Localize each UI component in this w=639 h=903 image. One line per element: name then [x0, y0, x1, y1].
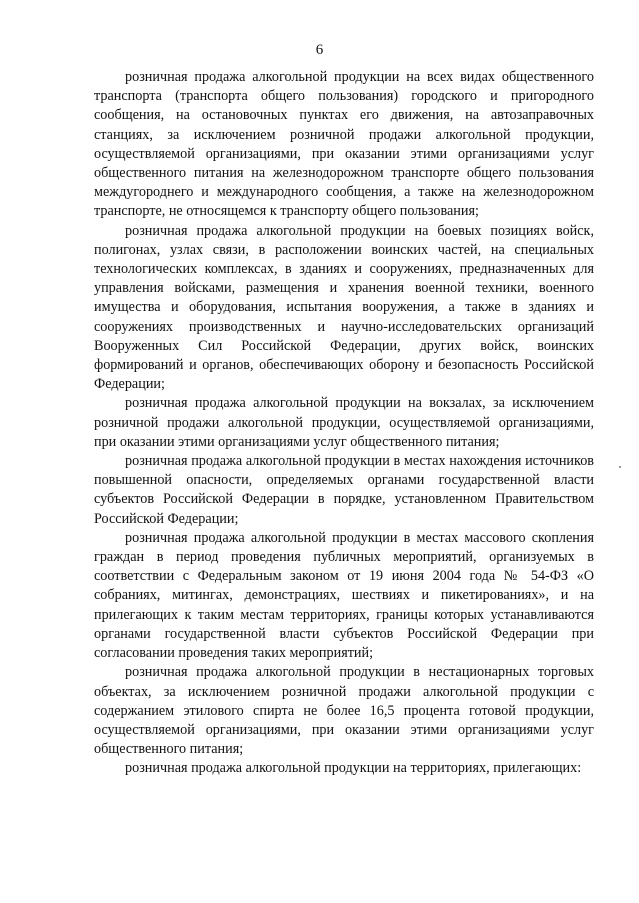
paragraph-public-events: розничная продажа алкогольной продукции в местах массового скопления граждан в период проведения публичных мероприятий, организуемых в соответствии с Федеральным законом от 19 июня 2004 года № 54-ФЗ «О собраниях, митингах, демонстрациях, шествиях и пикетированиях», и на прилегающих к таким местам территориях, границы которых устанавливаются органами государственной власти субъектов Российской Федерации при согласовании проведения таких мероприятий; [94, 529, 594, 662]
paragraph-military: розничная продажа алкогольной продукции на боевых позициях войск, полигонах, узлах связи, в расположении воинских частей, на специальных технологических комплексах, в зданиях и сооружениях, предназначенных для управления войсками, размещения и хранения военной техники, военного имущества и оборудования, испытания вооружения, а также в зданиях и сооружениях производственных и научно-исследовательских организаций Вооруженных Сил Российской Федерации, других войск, воинских формирований и органов, обеспечивающих оборону и безопасность Российской Федерации; [94, 222, 594, 393]
document-body [94, 68, 594, 779]
page-number: 6 [315, 42, 324, 58]
paragraph-stations: розничная продажа алкогольной продукции на вокзалах, за исключением розничной продажи алкогольной продукции, осуществляемой организациями, при оказании этими организациями услуг общественного питания; [94, 395, 594, 450]
scan-speck [619, 466, 621, 468]
paragraph-hazard-sources: розничная продажа алкогольной продукции в местах нахождения источников повышенной опасности, определяемых органами государственной власти субъектов Российской Федерации в порядке, установленном Правительством Российской Федерации; [94, 453, 594, 527]
paragraph-non-stationary: розничная продажа алкогольной продукции в нестационарных торговых объектах, за исключением розничной продажи алкогольной продукции с содержанием этилового спирта не более 16,5 процента готовой продукции, осуществляемой организациями, при оказании этими организациями услуг общественного питания; [94, 664, 594, 758]
paragraph-transport: розничная продажа алкогольной продукции на всех видах общественного транспорта (транспорта общего пользования) городского и пригородного сообщения, на остановочных пунктах его движения, на автозаправочных станциях, за исключением розничной продажи алкогольной продукции, осуществляемой организациями, при оказании этими организациями услуг общественного питания на железнодорожном транспорте общего пользования междугороднего и международного сообщения, а также на железнодорожном транспорте, не относящемся к транспорту общего пользования; [94, 69, 594, 220]
paragraph-adjacent-territories: розничная продажа алкогольной продукции на территориях, прилегающих: [125, 760, 582, 777]
